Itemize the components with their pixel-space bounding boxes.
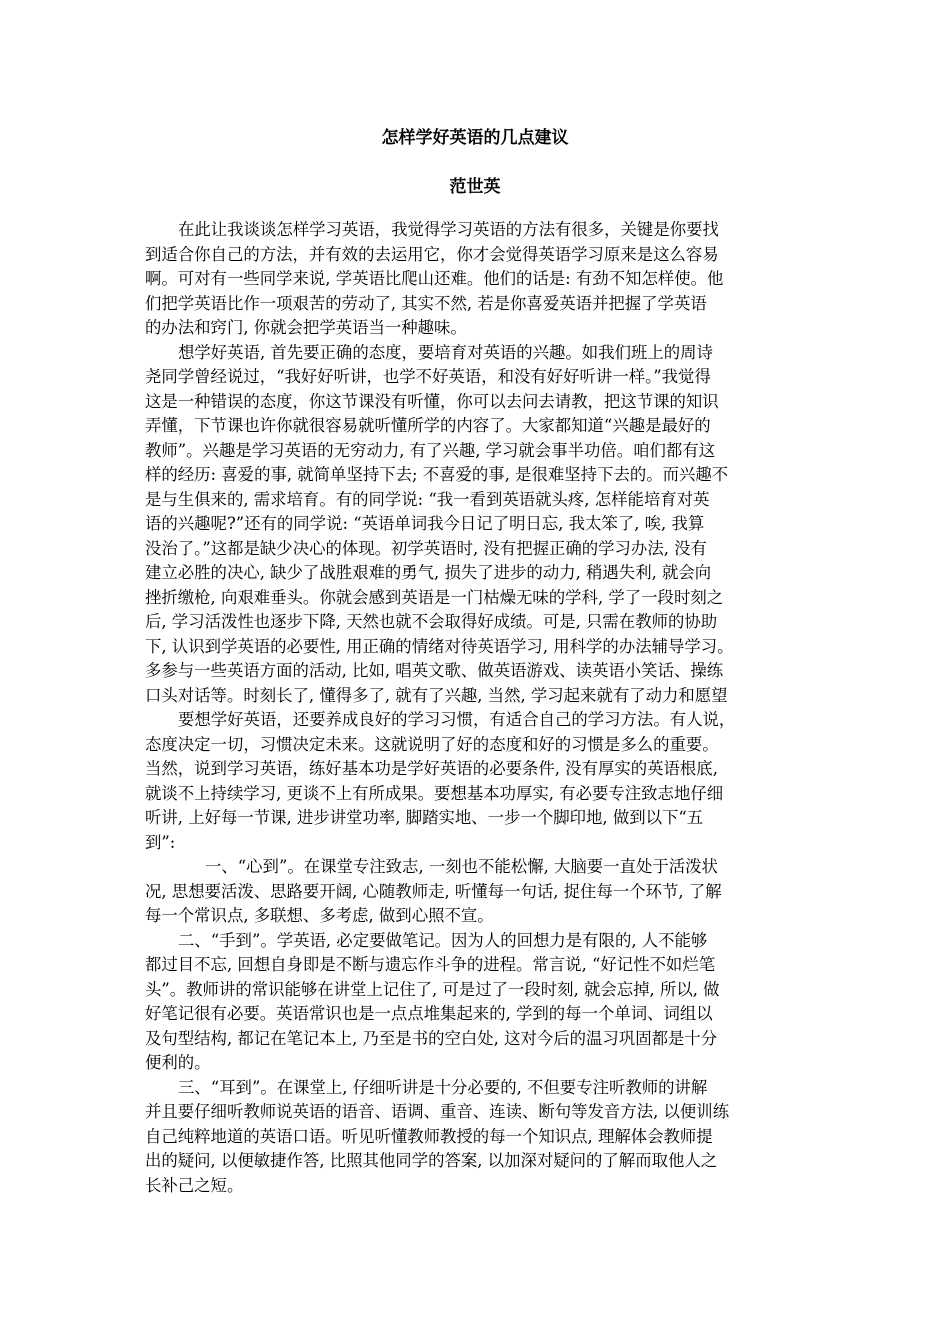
text-line: 好笔记很有必要。英语常识也是一点点堆集起来的, 学到的每一个单词、词组以 (145, 1004, 713, 1023)
text-line: 尧同学曾经说过，“我好好听讲，也学不好英语，和没有好好听讲一样。”我觉得 (145, 367, 711, 386)
text-line: 弄懂，下节课也许你就很容易就听懂所学的内容了。大家都知道“兴趣是最好的 (145, 416, 711, 435)
text-line: 每一个常识点, 多联想、多考虑, 做到心照不宣。 (145, 906, 494, 925)
text-line: 当然，说到学习英语，练好基本功是学好英语的必要条件, 没有厚实的英语根底, (145, 759, 718, 778)
text-line: 教师”。兴趣是学习英语的无穷动力, 有了兴趣, 学习就会事半功倍。咱们都有这 (145, 440, 716, 460)
text-line: 要想学好英语，还要养成良好的学习习惯，有适合自己的学习方法。有人说， (178, 710, 736, 729)
text-line: 就谈不上持续学习, 更谈不上有所成果。要想基本功厚实, 有必要专注致志地仔细 (145, 783, 724, 803)
document-author: 范世英 (449, 177, 501, 197)
text-line: 到”: (145, 832, 176, 852)
text-line: 的办法和窍门, 你就会把学英语当一种趣味。 (145, 318, 467, 337)
text-line: 样的经历: 喜爱的事, 就简单坚持下去; 不喜爱的事, 是很难坚持下去的。而兴趣不 (145, 465, 729, 484)
text-line: 都过目不忘, 回想自身即是不断与遗忘作斗争的进程。常言说, “好记性不如烂笔 (145, 955, 716, 974)
text-line: 没治了。”这都是缺少决心的体现。初学英语时, 没有把握正确的学习办法, 没有 (145, 538, 707, 558)
text-line: 多参与一些英语方面的活动, 比如, 唱英文歌、做英语游戏、读英语小笑话、操练 (145, 661, 724, 680)
text-line: 听讲, 上好每一节课, 进步讲堂功率, 脚踏实地、一步一个脚印地, 做到以下“五 (145, 808, 704, 827)
text-line: 及句型结构, 都记在笔记本上, 乃至是书的空白处, 这对今后的温习巩固都是十分 (145, 1028, 718, 1048)
text-line: 一、“心到”。在课堂专注致志, 一刻也不能松懈, 大脑要一直处于活泼状 (205, 857, 718, 876)
text-line: 到适合你自己的方法，并有效的去运用它，你才会觉得英语学习原来是这么容易 (145, 244, 719, 264)
text-line: 况, 思想要活泼、思路要开阔, 心随教师走, 听懂每一句话, 捉住每一个环节, 了解 (145, 881, 722, 901)
text-line: 态度决定一切，习惯决定未来。这就说明了好的态度和好的习惯是多么的重要。 (145, 734, 719, 754)
text-line: 挫折缴枪, 向艰难垂头。你就会感到英语是一门枯燥无味的学科, 学了一段时刻之 (145, 587, 724, 607)
text-line: 想学好英语, 首先要正确的态度，要培育对英语的兴趣。如我们班上的周诗 (178, 342, 713, 362)
text-line: 建立必胜的决心, 缺少了战胜艰难的勇气, 损失了进步的动力, 稍遇失利, 就会向 (145, 563, 712, 582)
text-line: 们把学英语比作一项艰苦的劳动了, 其实不然, 若是你喜爱英语并把握了学英语 (145, 293, 707, 313)
document-body (145, 218, 809, 1198)
text-line: 啊。可对有一些同学来说, 学英语比爬山还难。他们的话是: 有劲不知怎样使。他 (145, 269, 724, 288)
text-line: 并且要仔细听教师说英语的语音、语调、重音、连读、断句等发音方法, 以便训练 (145, 1102, 730, 1121)
text-line: 在此让我谈谈怎样学习英语，我觉得学习英语的方法有很多，关键是你要找 (178, 220, 719, 239)
text-line: 是与生俱来的, 需求培育。有的同学说: “我一看到英语就头疼, 怎样能培育对英 (145, 489, 710, 509)
text-line: 三、“耳到”。在课堂上, 仔细听讲是十分必要的, 不但要专注听教师的讲解 (178, 1077, 708, 1097)
text-line: 自己纯粹地道的英语口语。听见听懂教师教授的每一个知识点, 理解体会教师提 (145, 1126, 713, 1146)
text-line: 出的疑问, 以便敏捷作答, 比照其他同学的答案, 以加深对疑问的了解而取他人之 (145, 1151, 718, 1170)
text-line: 语的兴趣呢?”还有的同学说: “英语单词我今日记了明日忘, 我太笨了, 唉, 我算 (145, 514, 705, 533)
text-line: 二、“手到”。学英语, 必定要做笔记。因为人的回想力是有限的, 人不能够 (178, 930, 708, 950)
text-line: 口头对话等。时刻长了, 懂得多了, 就有了兴趣, 当然, 学习起来就有了动力和愿望 (145, 685, 728, 705)
text-line: 便利的。 (145, 1053, 211, 1072)
text-line: 长补己之短。 (145, 1175, 244, 1195)
text-line: 头”。教师讲的常识能够在讲堂上记住了, 可是过了一段时刻, 就会忘掉, 所以, 做 (145, 979, 720, 999)
text-line: 下, 认识到学英语的必要性, 用正确的情绪对待英语学习, 用科学的办法辅导学习。 (145, 636, 734, 656)
text-line: 这是一种错误的态度，你这节课没有听懂，你可以去问去请教，把这节课的知识 (145, 391, 719, 411)
document-title: 怎样学好英语的几点建议 (381, 128, 569, 148)
text-line: 后, 学习活泼性也逐步下降, 天然也就不会取得好成绩。可是, 只需在教师的协助 (145, 612, 718, 631)
